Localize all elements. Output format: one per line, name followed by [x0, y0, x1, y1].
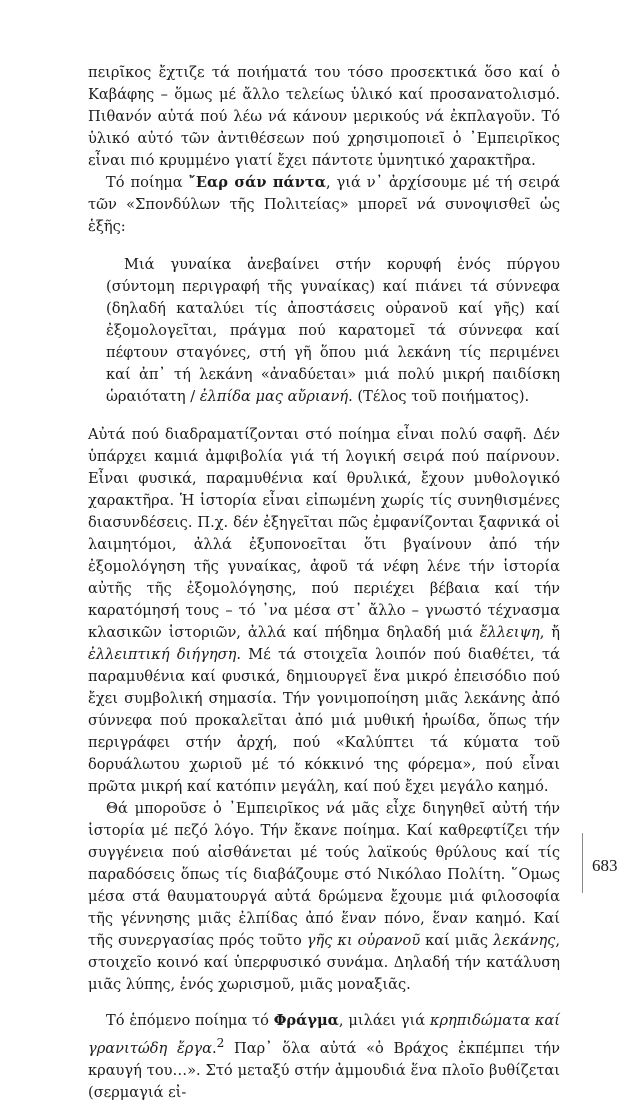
p4-italic-2: λεκάνης — [493, 932, 556, 949]
paragraph-2 — [88, 172, 560, 238]
p3-text-a: Αὐτά πού διαδραματίζονται στό ποίημα εἶναι πολύ σαφῆ. Δέν ὑπάρχει καμιά ἀμφιβολία γιά τή λογική σειρά πού παίρνουν. Εἶναι φυσικά, παραμυθένια καί θρυλικά, ἔχουν μυθολογικό χαρακτῆρα. Ἡ ἱστορία εἶναι εἰπωμένη χωρίς τίς συνηθισμένες διασυνδέσεις. Π.χ. δέν ἐξηγεῖται πῶς ἐμφανίζονται ξαφνικά οἱ λαιμητόμοι, ἀλλά ἐξυπονοεῖται ὅτι βγαίνουν ἀπό τήν ἐξομολόγηση τῆς γυναίκας, ἀφοῦ τά νέφη λένε τήν ἱστορία αὐτῆς τῆς ἐξομολόγησης, πού περιέχει βέβαια καί τήν καρατόμησή τους – τό ᾽να μέσα στ᾽ ἄλλο – γνωστό τέχνασμα κλασικῶν ἱστοριῶν, ἀλλά καί πήδημα δηλαδή μιά — [88, 426, 560, 641]
p5-text-b: , μιλάει γιά — [338, 1012, 430, 1029]
p3-italic-2: ἐλλειπτική διήγηση — [88, 646, 237, 663]
paragraph-1: πειρῖκος ἔχτιζε τά ποιήματά του τόσο προσεκτικά ὅσο καί ὁ Καβάφης – ὅμως μέ ἄλλο τελείως ὑλικό καί προσανατολισμό. Πιθανόν αὐτά πού λέω νά κάνουν μερικούς νά ἐκπλαγοῦν. Τό ὑλικό αὐτό τῶν ἀντιθέσεων πού χρησιμοποιεῖ ὁ ᾽Εμπειρῖκος εἶναι πιό κρυμμένο γιατί ἔχει πάντοτε ὑμνητικό χαρακτῆρα. — [88, 64, 560, 169]
p2-before: Τό ποίημα — [106, 174, 189, 191]
p2-after: , γιά ν᾽ ἀρχίσουμε μέ τή σειρά τῶν «Σπονδύλων τῆς Πολιτείας» μπορεῖ νά συνοψισθεῖ ὡς ἑξῆς: — [88, 174, 560, 235]
margin-rule — [582, 833, 583, 893]
paragraph-3 — [88, 424, 560, 798]
footnote-ref: 2 — [216, 1036, 225, 1050]
p4-italic-1: γῆς κι οὐρανοῦ — [306, 932, 421, 949]
p4-text-a: Θά μποροῦσε ὁ ᾽Εμπειρῖκος νά μᾶς εἶχε διηγηθεῖ αὐτή τήν ἱστορία μέ πεζό λόγο. Τήν ἔκανε ποίημα. Καί καθρεφτίζει τήν συγγένεια πού αἰσθάνεται μέ τούς λαϊκούς θρύλους καί τίς παραδόσεις ὅπως τίς διαβάζουμε στό Νικόλαο Πολίτη. ῞Ομως μέσα στά θαυματουργά αὐτά δρώμενα ἔχουμε μιά φιλοσοφία τῆς γέννησης μιᾶς ἐλπίδας ἀπό ἕναν πόνο, ἕναν καημό. Καί τῆς συνεργασίας πρός τοῦτο — [88, 800, 560, 949]
p5-italic-1: κρηπιδώματα καί γρανιτώδη ἔργα — [88, 1012, 561, 1057]
poem-title-2: Φράγμα — [273, 1012, 339, 1029]
page-number: 683 — [592, 856, 618, 875]
p3-text-b: , ἤ — [539, 624, 560, 641]
p3-italic-1: ἔλλειψη — [479, 624, 540, 641]
p5-text-a: Τό ἑπόμενο ποίημα τό — [106, 1012, 274, 1029]
paragraph-4 — [88, 798, 560, 996]
p3-text-c: . Μέ τά στοιχεῖα λοιπόν πού διαθέτει, τά παραμυθένια καί φυσικά, δημιουργεῖ ἕνα μικρό ἐπεισόδιο πού ἔχει συμβολική σημασία. Τήν γονιμοποίηση μιᾶς λεκάνης ἀπό σύννεφα πού προκαλεῖται ἀπό μιά μυθική ἡρωίδα, ὅπως τήν περιγράφει στήν ἀρχή, πού «Καλύπτει τά κύματα τοῦ δορυάλωτου χωριοῦ μέ τό κόκκινό της φόρεμα», πού εἶναι πρῶτα μικρή καί κατόπιν μεγάλη, καί πού ἔχει μεγάλο καημό. — [88, 646, 560, 795]
paragraph-5 — [88, 1010, 560, 1104]
block-quote — [106, 254, 560, 408]
p5-text-d: Παρ᾽ ὅλα αὐτά «ὁ Βράχος ἐκπέμπει τήν κραυγή του…». Στό μεταξύ στήν ἀμμουδιά ἕνα πλοῖο βυθίζεται (σερμαγιά εἰ- — [88, 1039, 560, 1101]
quote-end: . (Τέλος τοῦ ποιήματος). — [348, 388, 530, 405]
quote-italic: ἐλπίδα μας αὔριανή — [199, 388, 349, 405]
p5-text-c: . — [211, 1039, 217, 1057]
poem-title: ῎Εαρ σάν πάντα — [188, 174, 326, 191]
p4-text-b: καί μιᾶς — [420, 932, 494, 949]
quote-main: Μιά γυναίκα ἀνεβαίνει στήν κορυφή ἑνός πύργου (σύντομη περιγραφή τῆς γυναίκας) καί πιάνει τά σύννεφα (δηλαδή καταλύει τίς ἀποστάσεις οὐρανοῦ καί γῆς) καί ἐξομολογεῖται, πράγμα πού καρατομεῖ τά σύννεφα καί πέφτουν σταγόνες, στή γῆ ὅπου μιά λεκάνη τίς περιμένει καί ἀπ᾽ τή λεκάνη «ἀναδύεται» μιά πολύ μικρή παιδίσκη ὡραιότατη / — [106, 256, 560, 405]
p4-text-c: , στοιχεῖο κοινό καί ὑπερφυσικό συνάμα. Δηλαδή τήν κατάλυση μιᾶς λύπης, ἑνός χωρισμοῦ, μιᾶς μοναξιᾶς. — [88, 932, 560, 993]
text-body — [88, 62, 560, 1104]
